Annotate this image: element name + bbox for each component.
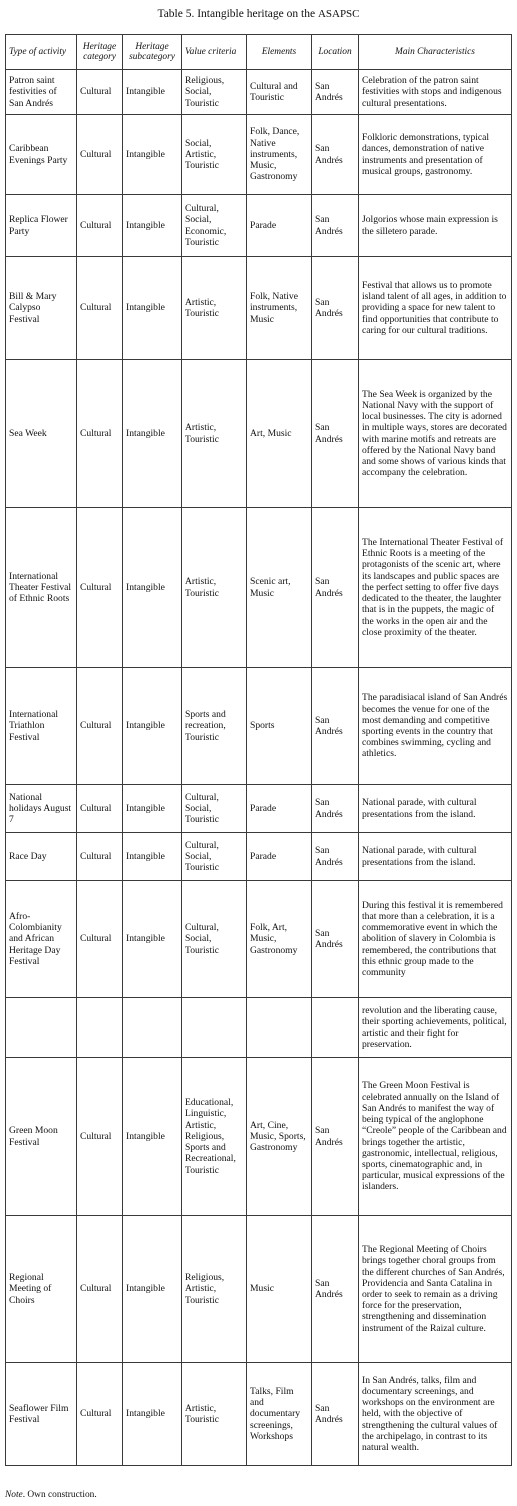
col-header-criteria: Value criteria xyxy=(182,35,247,70)
cell-category xyxy=(77,998,123,1058)
table-row xyxy=(6,508,512,668)
cell-category: Cultural xyxy=(77,508,123,668)
table-row xyxy=(6,70,512,115)
cell-category: Cultural xyxy=(77,195,123,257)
cell-activity: Patron saint festivities of San Andrés xyxy=(6,70,77,115)
cell-activity: Caribbean Evenings Party xyxy=(6,115,77,195)
table-row xyxy=(6,360,512,508)
cell-subcategory: Intangible xyxy=(123,881,182,998)
cell-criteria: Religious, Social, Touristic xyxy=(182,70,247,115)
cell-characteristics: Festival that allows us to promote island talent of all ages, in addition to providing a space for new talent to find opportunities that contribute to caring for our cultural traditions. xyxy=(359,257,512,360)
table-note xyxy=(5,1490,97,1500)
table-row xyxy=(6,668,512,785)
cell-location: San Andrés xyxy=(312,881,359,998)
cell-category: Cultural xyxy=(77,668,123,785)
intangible-heritage-table xyxy=(5,34,512,1466)
cell-subcategory: Intangible xyxy=(123,1216,182,1363)
cell-location: San Andrés xyxy=(312,70,359,115)
cell-characteristics: The Regional Meeting of Choirs brings together choral groups from the different churches of San Andrés, Providencia and Santa Catalina in order to seek to remain as a driving force for the preservation, strengthening and dissemination instrument of the Raizal culture. xyxy=(359,1216,512,1363)
table-row xyxy=(6,998,512,1058)
cell-location: San Andrés xyxy=(312,1216,359,1363)
cell-characteristics: The Sea Week is organized by the National Navy with the support of local businesses. The city is adorned in multiple ways, stores are decorated with marine motifs and retreats are offered by the National Navy band and some shows of various kinds that accompany the celebration. xyxy=(359,360,512,508)
cell-characteristics: The International Theater Festival of Ethnic Roots is a meeting of the protagonists of the scenic art, where its landscapes and public spaces are the perfect setting to offer five days dedicated to the theater, the laughter that is in the puppets, the magic of the works in the open air and the close proximity of the theater. xyxy=(359,508,512,668)
cell-elements: Talks, Film and documentary screenings, Workshops xyxy=(247,1363,312,1466)
cell-elements: Parade xyxy=(247,785,312,833)
cell-category: Cultural xyxy=(77,833,123,881)
cell-elements: Parade xyxy=(247,833,312,881)
table-row xyxy=(6,195,512,257)
cell-characteristics: National parade, with cultural presentations from the island. xyxy=(359,785,512,833)
cell-location: San Andrés xyxy=(312,1058,359,1216)
cell-characteristics: In San Andrés, talks, film and documentary screenings, and workshops on the environment are held, with the objective of strengthening the cultural values of the archipelago, in contrast to its natural wealth. xyxy=(359,1363,512,1466)
cell-category: Cultural xyxy=(77,70,123,115)
cell-subcategory xyxy=(123,998,182,1058)
header-row xyxy=(6,35,512,70)
col-header-subcategory: Heritage subcategory xyxy=(123,35,182,70)
cell-subcategory: Intangible xyxy=(123,1363,182,1466)
caption-acronym: ASAPSC xyxy=(317,8,360,20)
col-header-elements: Elements xyxy=(247,35,312,70)
cell-activity: Bill & Mary Calypso Festival xyxy=(6,257,77,360)
cell-category: Cultural xyxy=(77,1058,123,1216)
cell-location: San Andrés xyxy=(312,668,359,785)
cell-characteristics: Folkloric demonstrations, typical dances, demonstration of native instruments and presentation of musical groups, gastronomy. xyxy=(359,115,512,195)
cell-subcategory: Intangible xyxy=(123,1058,182,1216)
cell-criteria: Social, Artistic, Touristic xyxy=(182,115,247,195)
cell-location xyxy=(312,998,359,1058)
cell-location: San Andrés xyxy=(312,195,359,257)
table-row xyxy=(6,1216,512,1363)
cell-characteristics: revolution and the liberating cause, their sporting achievements, political, artistic and their fight for preservation. xyxy=(359,998,512,1058)
cell-criteria: Educational, Linguistic, Artistic, Religious, Sports and Recreational, Touristic xyxy=(182,1058,247,1216)
cell-location: San Andrés xyxy=(312,360,359,508)
table-row xyxy=(6,833,512,881)
cell-criteria: Cultural, Social, Touristic xyxy=(182,833,247,881)
cell-activity: Regional Meeting of Choirs xyxy=(6,1216,77,1363)
cell-category: Cultural xyxy=(77,115,123,195)
cell-elements: Music xyxy=(247,1216,312,1363)
table-row xyxy=(6,257,512,360)
table-row xyxy=(6,1363,512,1466)
col-header-activity: Type of activity xyxy=(6,35,77,70)
cell-category: Cultural xyxy=(77,785,123,833)
col-header-location: Location xyxy=(312,35,359,70)
cell-location: San Andrés xyxy=(312,508,359,668)
cell-criteria: Sports and recreation, Touristic xyxy=(182,668,247,785)
table-row xyxy=(6,881,512,998)
cell-activity: International Theater Festival of Ethnic Roots xyxy=(6,508,77,668)
cell-elements: Scenic art, Music xyxy=(247,508,312,668)
cell-characteristics: The Green Moon Festival is celebrated annually on the Island of San Andrés to manifest the way of being typical of the anglophone “Creole” people of the Caribbean and brings together the artistic, gastronomic, intellectual, religious, sports, cinematographic and, in particular, musical expressions of the islanders. xyxy=(359,1058,512,1216)
cell-subcategory: Intangible xyxy=(123,257,182,360)
cell-location: San Andrés xyxy=(312,833,359,881)
cell-category: Cultural xyxy=(77,881,123,998)
cell-elements: Cultural and Touristic xyxy=(247,70,312,115)
cell-characteristics: The paradisiacal island of San Andrés becomes the venue for one of the most demanding and competitive sporting events in the country that combines swimming, cycling and athletics. xyxy=(359,668,512,785)
cell-activity: Sea Week xyxy=(6,360,77,508)
cell-activity: Green Moon Festival xyxy=(6,1058,77,1216)
cell-activity: International Triathlon Festival xyxy=(6,668,77,785)
cell-subcategory: Intangible xyxy=(123,785,182,833)
cell-characteristics: During this festival it is remembered that more than a celebration, it is a commemorative event in which the abolition of slavery in Colombia is remembered, the contributions that this ethnic group made to the community xyxy=(359,881,512,998)
cell-activity: Seaflower Film Festival xyxy=(6,1363,77,1466)
note-label: Note xyxy=(5,1490,23,1500)
cell-elements: Folk, Native instruments, Music xyxy=(247,257,312,360)
cell-criteria: Artistic, Touristic xyxy=(182,360,247,508)
cell-activity: Replica Flower Party xyxy=(6,195,77,257)
cell-criteria: Cultural, Social, Economic, Touristic xyxy=(182,195,247,257)
cell-characteristics: Jolgorios whose main expression is the silletero parade. xyxy=(359,195,512,257)
cell-location: San Andrés xyxy=(312,785,359,833)
cell-category: Cultural xyxy=(77,1363,123,1466)
cell-elements: Folk, Art, Music, Gastronomy xyxy=(247,881,312,998)
cell-category: Cultural xyxy=(77,360,123,508)
cell-criteria: Cultural, Social, Touristic xyxy=(182,785,247,833)
cell-subcategory: Intangible xyxy=(123,115,182,195)
table-row xyxy=(6,785,512,833)
cell-category: Cultural xyxy=(77,257,123,360)
cell-activity: National holidays August 7 xyxy=(6,785,77,833)
cell-characteristics: National parade, with cultural presentations from the island. xyxy=(359,833,512,881)
cell-subcategory: Intangible xyxy=(123,668,182,785)
cell-location: San Andrés xyxy=(312,257,359,360)
caption-prefix: Table 5. Intangible heritage on the xyxy=(157,8,316,20)
cell-activity: Afro-Colombianity and African Heritage Day Festival xyxy=(6,881,77,998)
col-header-category: Heritage category xyxy=(77,35,123,70)
cell-location: San Andrés xyxy=(312,1363,359,1466)
cell-subcategory: Intangible xyxy=(123,508,182,668)
cell-criteria xyxy=(182,998,247,1058)
table-row xyxy=(6,115,512,195)
cell-subcategory: Intangible xyxy=(123,360,182,508)
table-body xyxy=(6,70,512,1466)
table-row xyxy=(6,1058,512,1216)
cell-characteristics: Celebration of the patron saint festivities with stops and indigenous cultural presentations. xyxy=(359,70,512,115)
cell-category: Cultural xyxy=(77,1216,123,1363)
cell-activity: Race Day xyxy=(6,833,77,881)
cell-elements: Sports xyxy=(247,668,312,785)
cell-subcategory: Intangible xyxy=(123,195,182,257)
cell-elements: Art, Cine, Music, Sports, Gastronomy xyxy=(247,1058,312,1216)
cell-criteria: Artistic, Touristic xyxy=(182,508,247,668)
cell-criteria: Cultural, Social, Touristic xyxy=(182,881,247,998)
cell-elements: Parade xyxy=(247,195,312,257)
cell-elements xyxy=(247,998,312,1058)
cell-activity xyxy=(6,998,77,1058)
cell-criteria: Religious, Artistic, Touristic xyxy=(182,1216,247,1363)
note-text: . Own construction. xyxy=(22,1490,97,1500)
cell-subcategory: Intangible xyxy=(123,833,182,881)
cell-criteria: Artistic, Touristic xyxy=(182,257,247,360)
cell-elements: Art, Music xyxy=(247,360,312,508)
cell-location: San Andrés xyxy=(312,115,359,195)
cell-subcategory: Intangible xyxy=(123,70,182,115)
cell-criteria: Artistic, Touristic xyxy=(182,1363,247,1466)
col-header-characteristics: Main Characteristics xyxy=(359,35,512,70)
table-caption xyxy=(0,8,517,20)
cell-elements: Folk, Dance, Native instruments, Music, Gastronomy xyxy=(247,115,312,195)
